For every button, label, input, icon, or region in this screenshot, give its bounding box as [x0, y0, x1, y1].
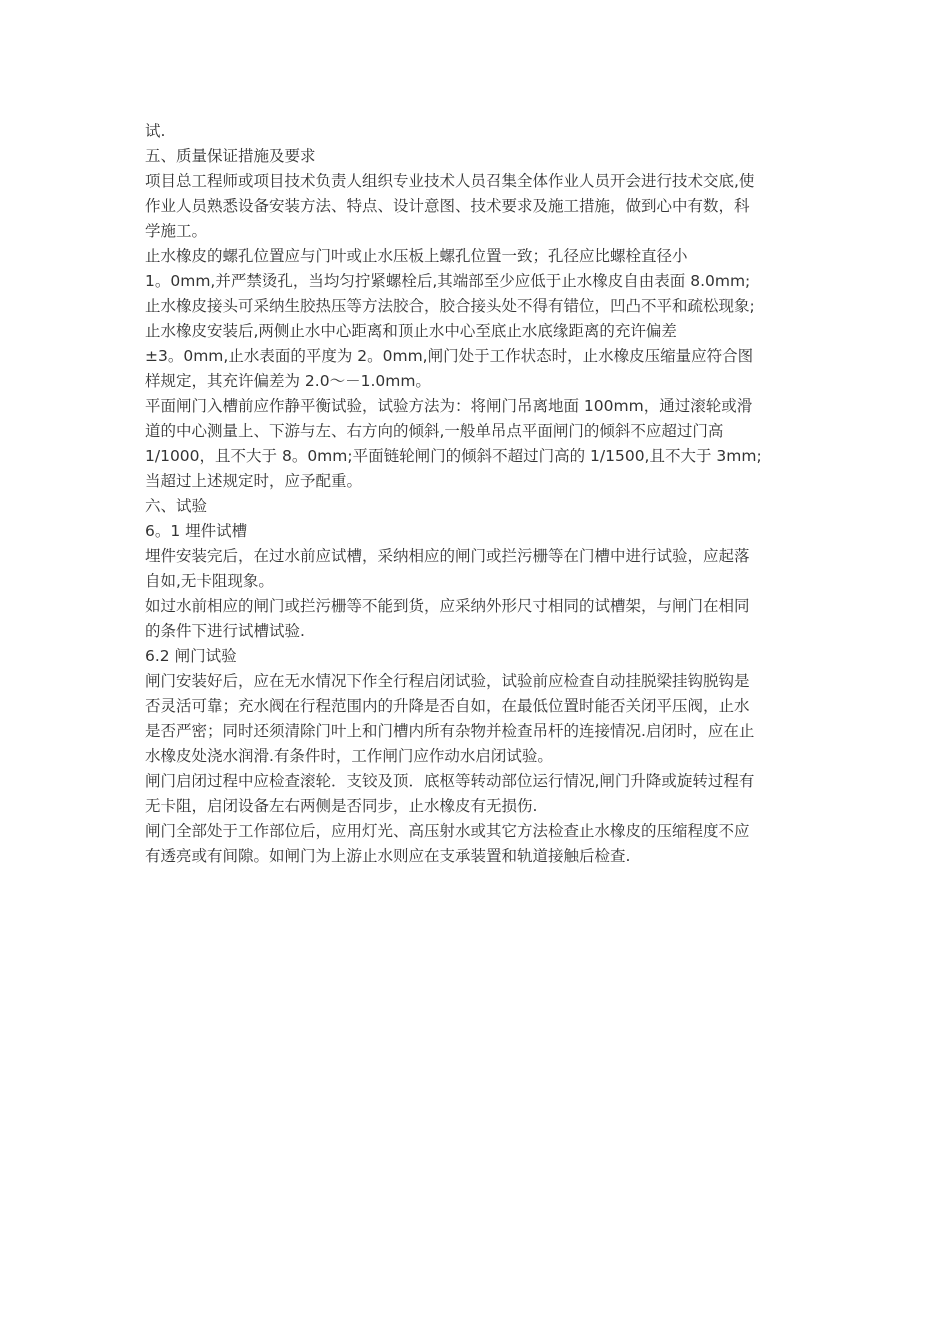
- text-line: 道的中心测量上、下游与左、右方向的倾斜,一般单吊点平面闸门的倾斜不应超过门高: [145, 422, 724, 440]
- subsection-heading-6-2: 6.2 闸门试验: [145, 647, 237, 665]
- text-line: 闸门启闭过程中应检查滚轮．支铰及顶．底枢等转动部位运行情况,闸门升降或旋转过程有: [145, 772, 755, 790]
- text-line: 止水橡皮的螺孔位置应与门叶或止水压板上螺孔位置一致；孔径应比螺栓直径小: [145, 247, 688, 265]
- text-line: 平面闸门入槽前应作静平衡试验，试验方法为：将闸门吊离地面 100mm，通过滚轮或滑: [145, 397, 753, 415]
- text-line: ±3。0mm,止水表面的平度为 2。0mm,闸门处于工作状态时，止水橡皮压缩量应符合图: [145, 347, 754, 365]
- text-line: 闸门安装好后，应在无水情况下作全行程启闭试验，试验前应检查自动挂脱梁挂钩脱钩是: [145, 672, 750, 690]
- text-line: 埋件安装完后，在过水前应试槽，采纳相应的闸门或拦污栅等在门槽中进行试验，应起落: [145, 547, 750, 565]
- text-line: 如过水前相应的闸门或拦污栅等不能到货，应采纳外形尺寸相同的试槽架，与闸门在相同: [145, 597, 750, 615]
- text-line: 是否严密；同时还须清除门叶上和门槽内所有杂物并检查吊杆的连接情况.启闭时，应在止: [145, 722, 755, 740]
- subsection-heading-6-1: 6。1 埋件试槽: [145, 522, 248, 540]
- text-line: 自如,无卡阻现象。: [145, 572, 274, 590]
- document-body: [145, 119, 810, 869]
- text-line: 否灵活可靠；充水阀在行程范围内的升降是否自如，在最低位置时能否关闭平压阀，止水: [145, 697, 750, 715]
- text-line: 作业人员熟悉设备安装方法、特点、设计意图、技术要求及施工措施，做到心中有数，科: [145, 197, 750, 215]
- text-line: 1/1000，且不大于 8。0mm;平面链轮闸门的倾斜不超过门高的 1/1500,且不大于 3mm;: [145, 447, 762, 465]
- section-heading-test: 六、试验: [145, 497, 208, 515]
- text-line: 样规定，其充许偏差为 2.0～－1.0mm。: [145, 372, 431, 390]
- text-line: 有透亮或有间隙。如闸门为上游止水则应在支承装置和轨道接触后检查.: [145, 847, 631, 865]
- text-line: 项目总工程师或项目技术负责人组织专业技术人员召集全体作业人员开会进行技术交底,使: [145, 172, 755, 190]
- text-line: 学施工。: [145, 222, 208, 240]
- text-line: 止水橡皮接头可采纳生胶热压等方法胶合，胶合接头处不得有错位，凹凸不平和疏松现象;: [145, 297, 755, 315]
- text-line: 水橡皮处浇水润滑.有条件时，工作闸门应作动水启闭试验。: [145, 747, 553, 765]
- text-line: 当超过上述规定时，应予配重。: [145, 472, 363, 490]
- text-line: 无卡阻，启闭设备左右两侧是否同步，止水橡皮有无损伤.: [145, 797, 538, 815]
- text-line: 试.: [145, 122, 166, 140]
- text-line: 1。0mm,并严禁烫孔，当均匀拧紧螺栓后,其端部至少应低于止水橡皮自由表面 8.0mm;: [145, 272, 751, 290]
- text-line: 止水橡皮安装后,两侧止水中心距离和顶止水中心至底止水底缘距离的充许偏差: [145, 322, 677, 340]
- section-heading-quality: 五、质量保证措施及要求: [145, 147, 316, 165]
- text-line: 闸门全部处于工作部位后，应用灯光、高压射水或其它方法检查止水橡皮的压缩程度不应: [145, 822, 750, 840]
- text-line: 的条件下进行试槽试验.: [145, 622, 305, 640]
